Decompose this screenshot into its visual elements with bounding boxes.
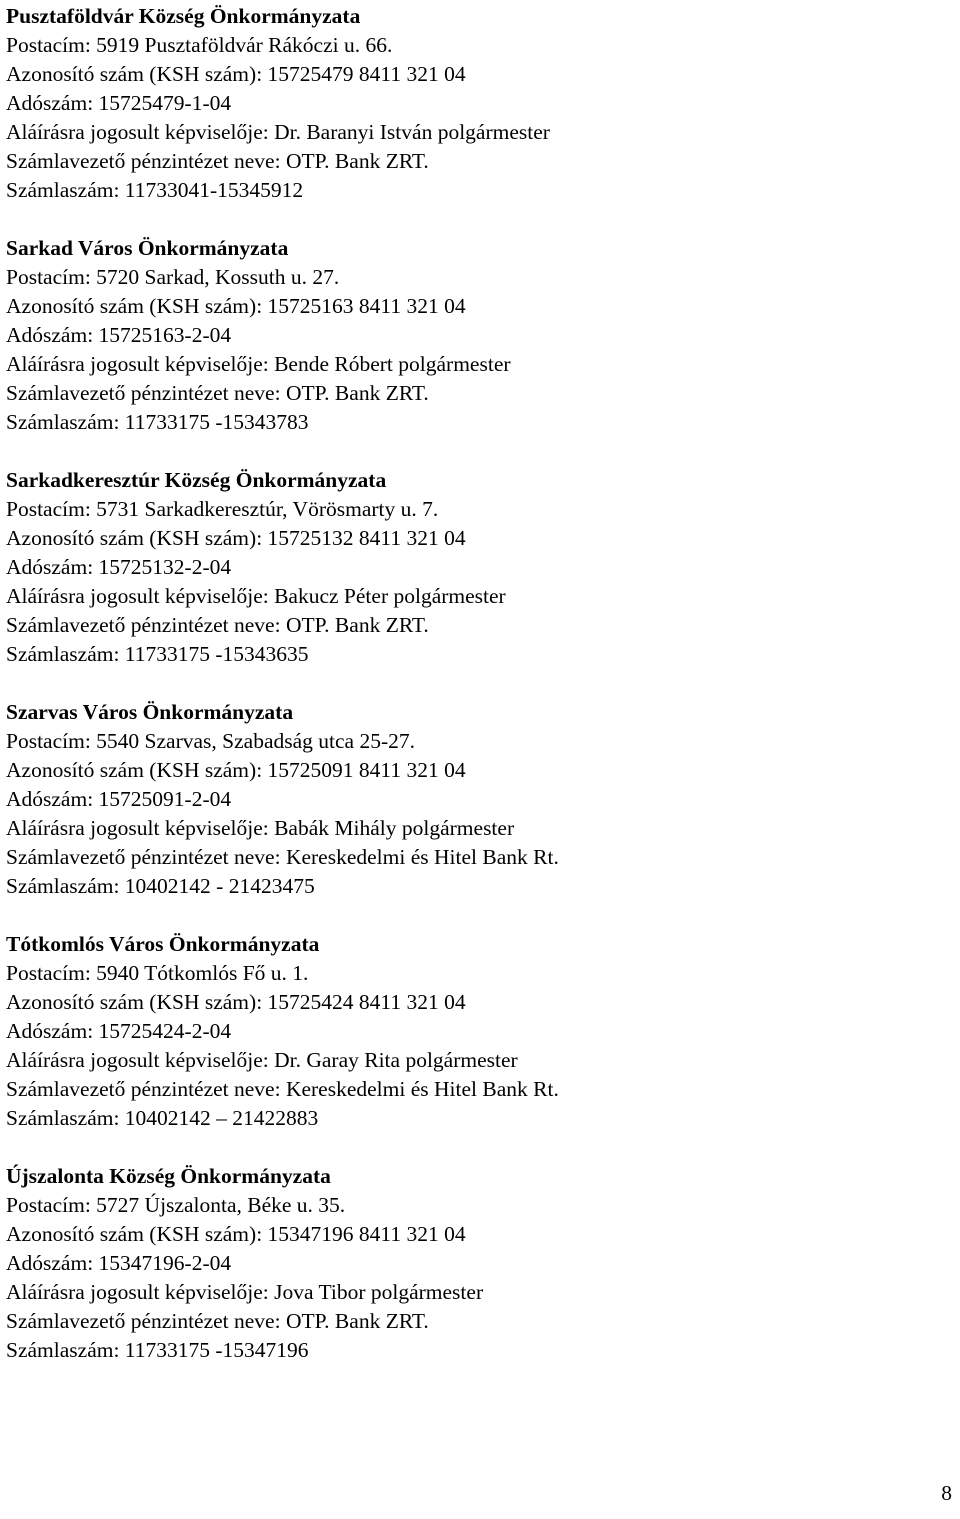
municipality-name: Szarvas Város Önkormányzata xyxy=(6,700,294,724)
ksh-identifier: Azonosító szám (KSH szám): 15725163 8411 321 04 xyxy=(6,294,466,318)
postal-address: Postacím: 5731 Sarkadkeresztúr, Vörösmarty u. 7. xyxy=(6,497,439,521)
bank-name: Számlavezető pénzintézet neve: Kereskedelmi és Hitel Bank Rt. xyxy=(6,845,559,869)
ksh-identifier: Azonosító szám (KSH szám): 15725091 8411 321 04 xyxy=(6,758,466,782)
municipality-name: Tótkomlós Város Önkormányzata xyxy=(6,932,320,956)
authorized-representative: Aláírásra jogosult képviselője: Bende Róbert polgármester xyxy=(6,352,511,376)
tax-number: Adószám: 15725424-2-04 xyxy=(6,1019,232,1043)
municipality-entry xyxy=(6,2,946,205)
postal-address: Postacím: 5940 Tótkomlós Fő u. 1. xyxy=(6,961,309,985)
bank-name: Számlavezető pénzintézet neve: OTP. Bank ZRT. xyxy=(6,381,429,405)
tax-number: Adószám: 15725479-1-04 xyxy=(6,91,232,115)
account-number: Számlaszám: 11733175 -15343783 xyxy=(6,410,309,434)
postal-address: Postacím: 5919 Pusztaföldvár Rákóczi u. 66. xyxy=(6,33,393,57)
tax-number: Adószám: 15725132-2-04 xyxy=(6,555,232,579)
authorized-representative: Aláírásra jogosult képviselője: Dr. Garay Rita polgármester xyxy=(6,1048,518,1072)
bank-name: Számlavezető pénzintézet neve: OTP. Bank ZRT. xyxy=(6,149,429,173)
municipality-name: Pusztaföldvár Község Önkormányzata xyxy=(6,4,361,28)
page-number: 8 xyxy=(941,1481,952,1505)
municipality-entry xyxy=(6,930,946,1133)
document-page xyxy=(6,2,946,1394)
account-number: Számlaszám: 10402142 – 21422883 xyxy=(6,1106,319,1130)
municipality-entry xyxy=(6,466,946,669)
bank-name: Számlavezető pénzintézet neve: Kereskedelmi és Hitel Bank Rt. xyxy=(6,1077,559,1101)
municipality-name: Sarkadkeresztúr Község Önkormányzata xyxy=(6,468,387,492)
municipality-name: Sarkad Város Önkormányzata xyxy=(6,236,289,260)
tax-number: Adószám: 15725163-2-04 xyxy=(6,323,232,347)
municipality-entry xyxy=(6,1162,946,1365)
account-number: Számlaszám: 11733041-15345912 xyxy=(6,178,304,202)
ksh-identifier: Azonosító szám (KSH szám): 15725424 8411 321 04 xyxy=(6,990,466,1014)
ksh-identifier: Azonosító szám (KSH szám): 15725479 8411 321 04 xyxy=(6,62,466,86)
municipality-name: Újszalonta Község Önkormányzata xyxy=(6,1164,331,1188)
authorized-representative: Aláírásra jogosult képviselője: Babák Mihály polgármester xyxy=(6,816,515,840)
account-number: Számlaszám: 11733175 -15347196 xyxy=(6,1338,309,1362)
account-number: Számlaszám: 11733175 -15343635 xyxy=(6,642,309,666)
bank-name: Számlavezető pénzintézet neve: OTP. Bank ZRT. xyxy=(6,1309,429,1333)
tax-number: Adószám: 15347196-2-04 xyxy=(6,1251,232,1275)
ksh-identifier: Azonosító szám (KSH szám): 15725132 8411 321 04 xyxy=(6,526,466,550)
postal-address: Postacím: 5720 Sarkad, Kossuth u. 27. xyxy=(6,265,340,289)
tax-number: Adószám: 15725091-2-04 xyxy=(6,787,232,811)
authorized-representative: Aláírásra jogosult képviselője: Jova Tibor polgármester xyxy=(6,1280,484,1304)
account-number: Számlaszám: 10402142 - 21423475 xyxy=(6,874,315,898)
postal-address: Postacím: 5727 Újszalonta, Béke u. 35. xyxy=(6,1193,346,1217)
municipality-entry xyxy=(6,698,946,901)
ksh-identifier: Azonosító szám (KSH szám): 15347196 8411 321 04 xyxy=(6,1222,466,1246)
authorized-representative: Aláírásra jogosult képviselője: Dr. Baranyi István polgármester xyxy=(6,120,550,144)
postal-address: Postacím: 5540 Szarvas, Szabadság utca 25-27. xyxy=(6,729,416,753)
authorized-representative: Aláírásra jogosult képviselője: Bakucz Péter polgármester xyxy=(6,584,506,608)
municipality-entry xyxy=(6,234,946,437)
bank-name: Számlavezető pénzintézet neve: OTP. Bank ZRT. xyxy=(6,613,429,637)
